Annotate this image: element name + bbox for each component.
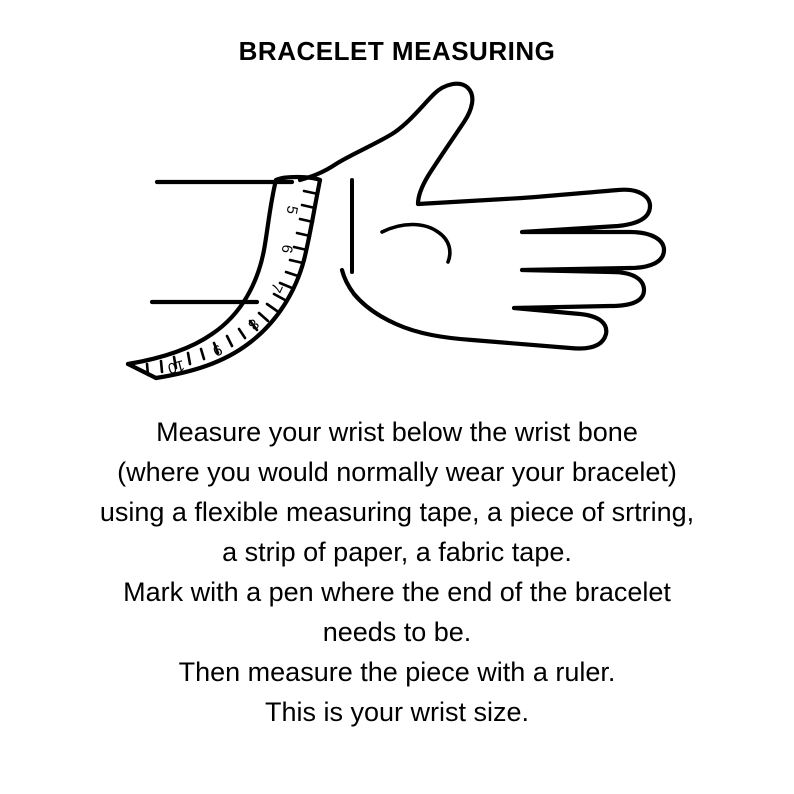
tape-mark-9: 9 [209,340,225,360]
instruction-line-1: Measure your wrist below the wrist bone [156,417,638,447]
instruction-line-3: using a flexible measuring tape, a piece of srtring, [99,497,695,527]
illustration-hand-measuring-tape [52,72,742,402]
hand-outline [300,84,664,349]
tape-tick-marks [147,191,318,375]
page-title: BRACELET MEASURING [238,36,556,66]
instruction-line-4: a strip of paper, a fabric tape. [222,537,572,567]
tape-mark-10: 10 [165,356,187,377]
tape-end [128,364,156,378]
tape-left-edge [128,180,276,364]
tape-mark-5: 5 [282,204,301,216]
instruction-line-6: needs to be. [322,617,472,647]
instruction-line-8: This is your wrist size. [264,697,530,727]
instruction-line-5: Mark with a pen where the end of the bracelet [123,577,671,607]
palm-crease-line [382,225,450,263]
hand-diagram-svg [52,72,742,402]
instruction-line-7: Then measure the piece with a ruler. [178,657,616,687]
tape-mark-8: 8 [244,315,263,334]
instructions-text [0,412,794,732]
tape-mark-6: 6 [277,243,296,255]
instruction-line-2: (where you would normally wear your bracelet) [117,457,677,487]
tape-mark-7: 7 [266,280,286,296]
tape-number-labels [166,204,301,377]
